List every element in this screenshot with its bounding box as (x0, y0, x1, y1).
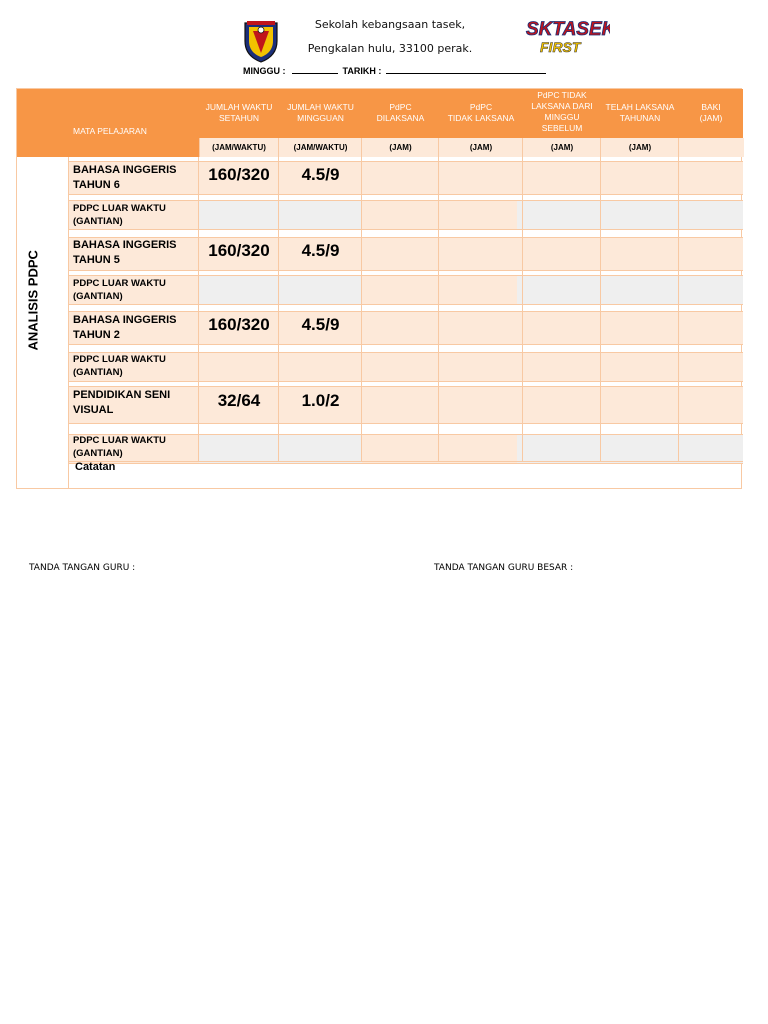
grid-line (600, 138, 601, 461)
minggu-label: MINGGU : (243, 66, 286, 76)
school-name-line: Sekolah kebangsaan tasek, (314, 18, 466, 31)
grid-line (522, 138, 523, 461)
svg-text:FIRST: FIRST (540, 39, 581, 55)
table-row (69, 275, 743, 305)
col-header-prev-not-done: PdPC TIDAK LAKSANA DARI MINGGU SEBELUM (531, 90, 593, 133)
subject-label: PDPC LUAR WAKTU (GANTIAN) (73, 435, 166, 459)
yearly-value: 160/320 (208, 241, 270, 260)
subject-label: PDPC LUAR WAKTU (GANTIAN) (73, 278, 166, 302)
sktasek-first-logo (524, 16, 610, 58)
subject-label: BAHASA INGGERIS TAHUN 2 (73, 314, 177, 341)
grid-line (278, 138, 279, 461)
yearly-value: 160/320 (208, 165, 270, 184)
weekly-value: 1.0/2 (301, 391, 340, 410)
svg-text:SKTASEK: SKTASEK (526, 19, 610, 40)
grid-line (361, 138, 362, 461)
notes-label: Catatan (75, 461, 116, 473)
table-row (69, 434, 743, 464)
pdpc-analysis-table (16, 88, 742, 489)
table-row (69, 200, 743, 230)
minggu-field[interactable] (292, 65, 338, 74)
tarikh-field[interactable] (386, 65, 546, 74)
grid-line (198, 157, 199, 461)
teacher-signature-label: TANDA TANGAN GURU : (29, 563, 136, 573)
tarikh-label: TARIKH : (342, 66, 382, 76)
grid-line (438, 138, 439, 461)
school-address-line: Pengkalan hulu, 33100 perak. (307, 42, 473, 55)
subject-label: BAHASA INGGERIS TAHUN 5 (73, 239, 177, 266)
grid-line (678, 138, 679, 461)
side-label: ANALISIS PDPC (25, 250, 41, 351)
unit-weekly: (JAM/WAKTU) (293, 143, 348, 152)
col-header-annual-done: TELAH LAKSANA TAHUNAN (605, 102, 675, 123)
unit-not-done: (JAM) (469, 143, 493, 152)
notes-divider (69, 461, 743, 462)
weekly-value: 4.5/9 (301, 241, 340, 260)
subject-label: PENDIDIKAN SENI VISUAL (73, 389, 171, 416)
col-header-not-done: PdPC TIDAK LAKSANA (447, 102, 515, 123)
unit-prev-not-done: (JAM) (550, 143, 574, 152)
col-header-weekly: JUMLAH WAKTU MINGGUAN (287, 102, 354, 123)
col-header-done: PdPC DILAKSANA (376, 102, 425, 123)
weekly-value: 4.5/9 (301, 315, 340, 334)
headmaster-signature-label: TANDA TANGAN GURU BESAR : (434, 563, 574, 573)
week-date-line (243, 65, 546, 76)
unit-annual-done: (JAM) (628, 143, 652, 152)
subject-label: PDPC LUAR WAKTU (GANTIAN) (73, 354, 166, 378)
table-row (69, 352, 743, 382)
school-crest-logo (241, 19, 281, 63)
subject-label: PDPC LUAR WAKTU (GANTIAN) (73, 203, 166, 227)
col-header-balance: BAKI (JAM) (699, 102, 723, 123)
weekly-value: 4.5/9 (301, 165, 340, 184)
unit-done: (JAM) (389, 143, 412, 152)
yearly-value: 32/64 (217, 391, 261, 410)
col-header-subject: MATA PELAJARAN (73, 126, 147, 136)
yearly-value: 160/320 (208, 315, 270, 334)
subject-label: BAHASA INGGERIS TAHUN 6 (73, 164, 177, 191)
col-header-yearly: JUMLAH WAKTU SETAHUN (205, 102, 273, 123)
unit-yearly: (JAM/WAKTU) (212, 143, 266, 152)
